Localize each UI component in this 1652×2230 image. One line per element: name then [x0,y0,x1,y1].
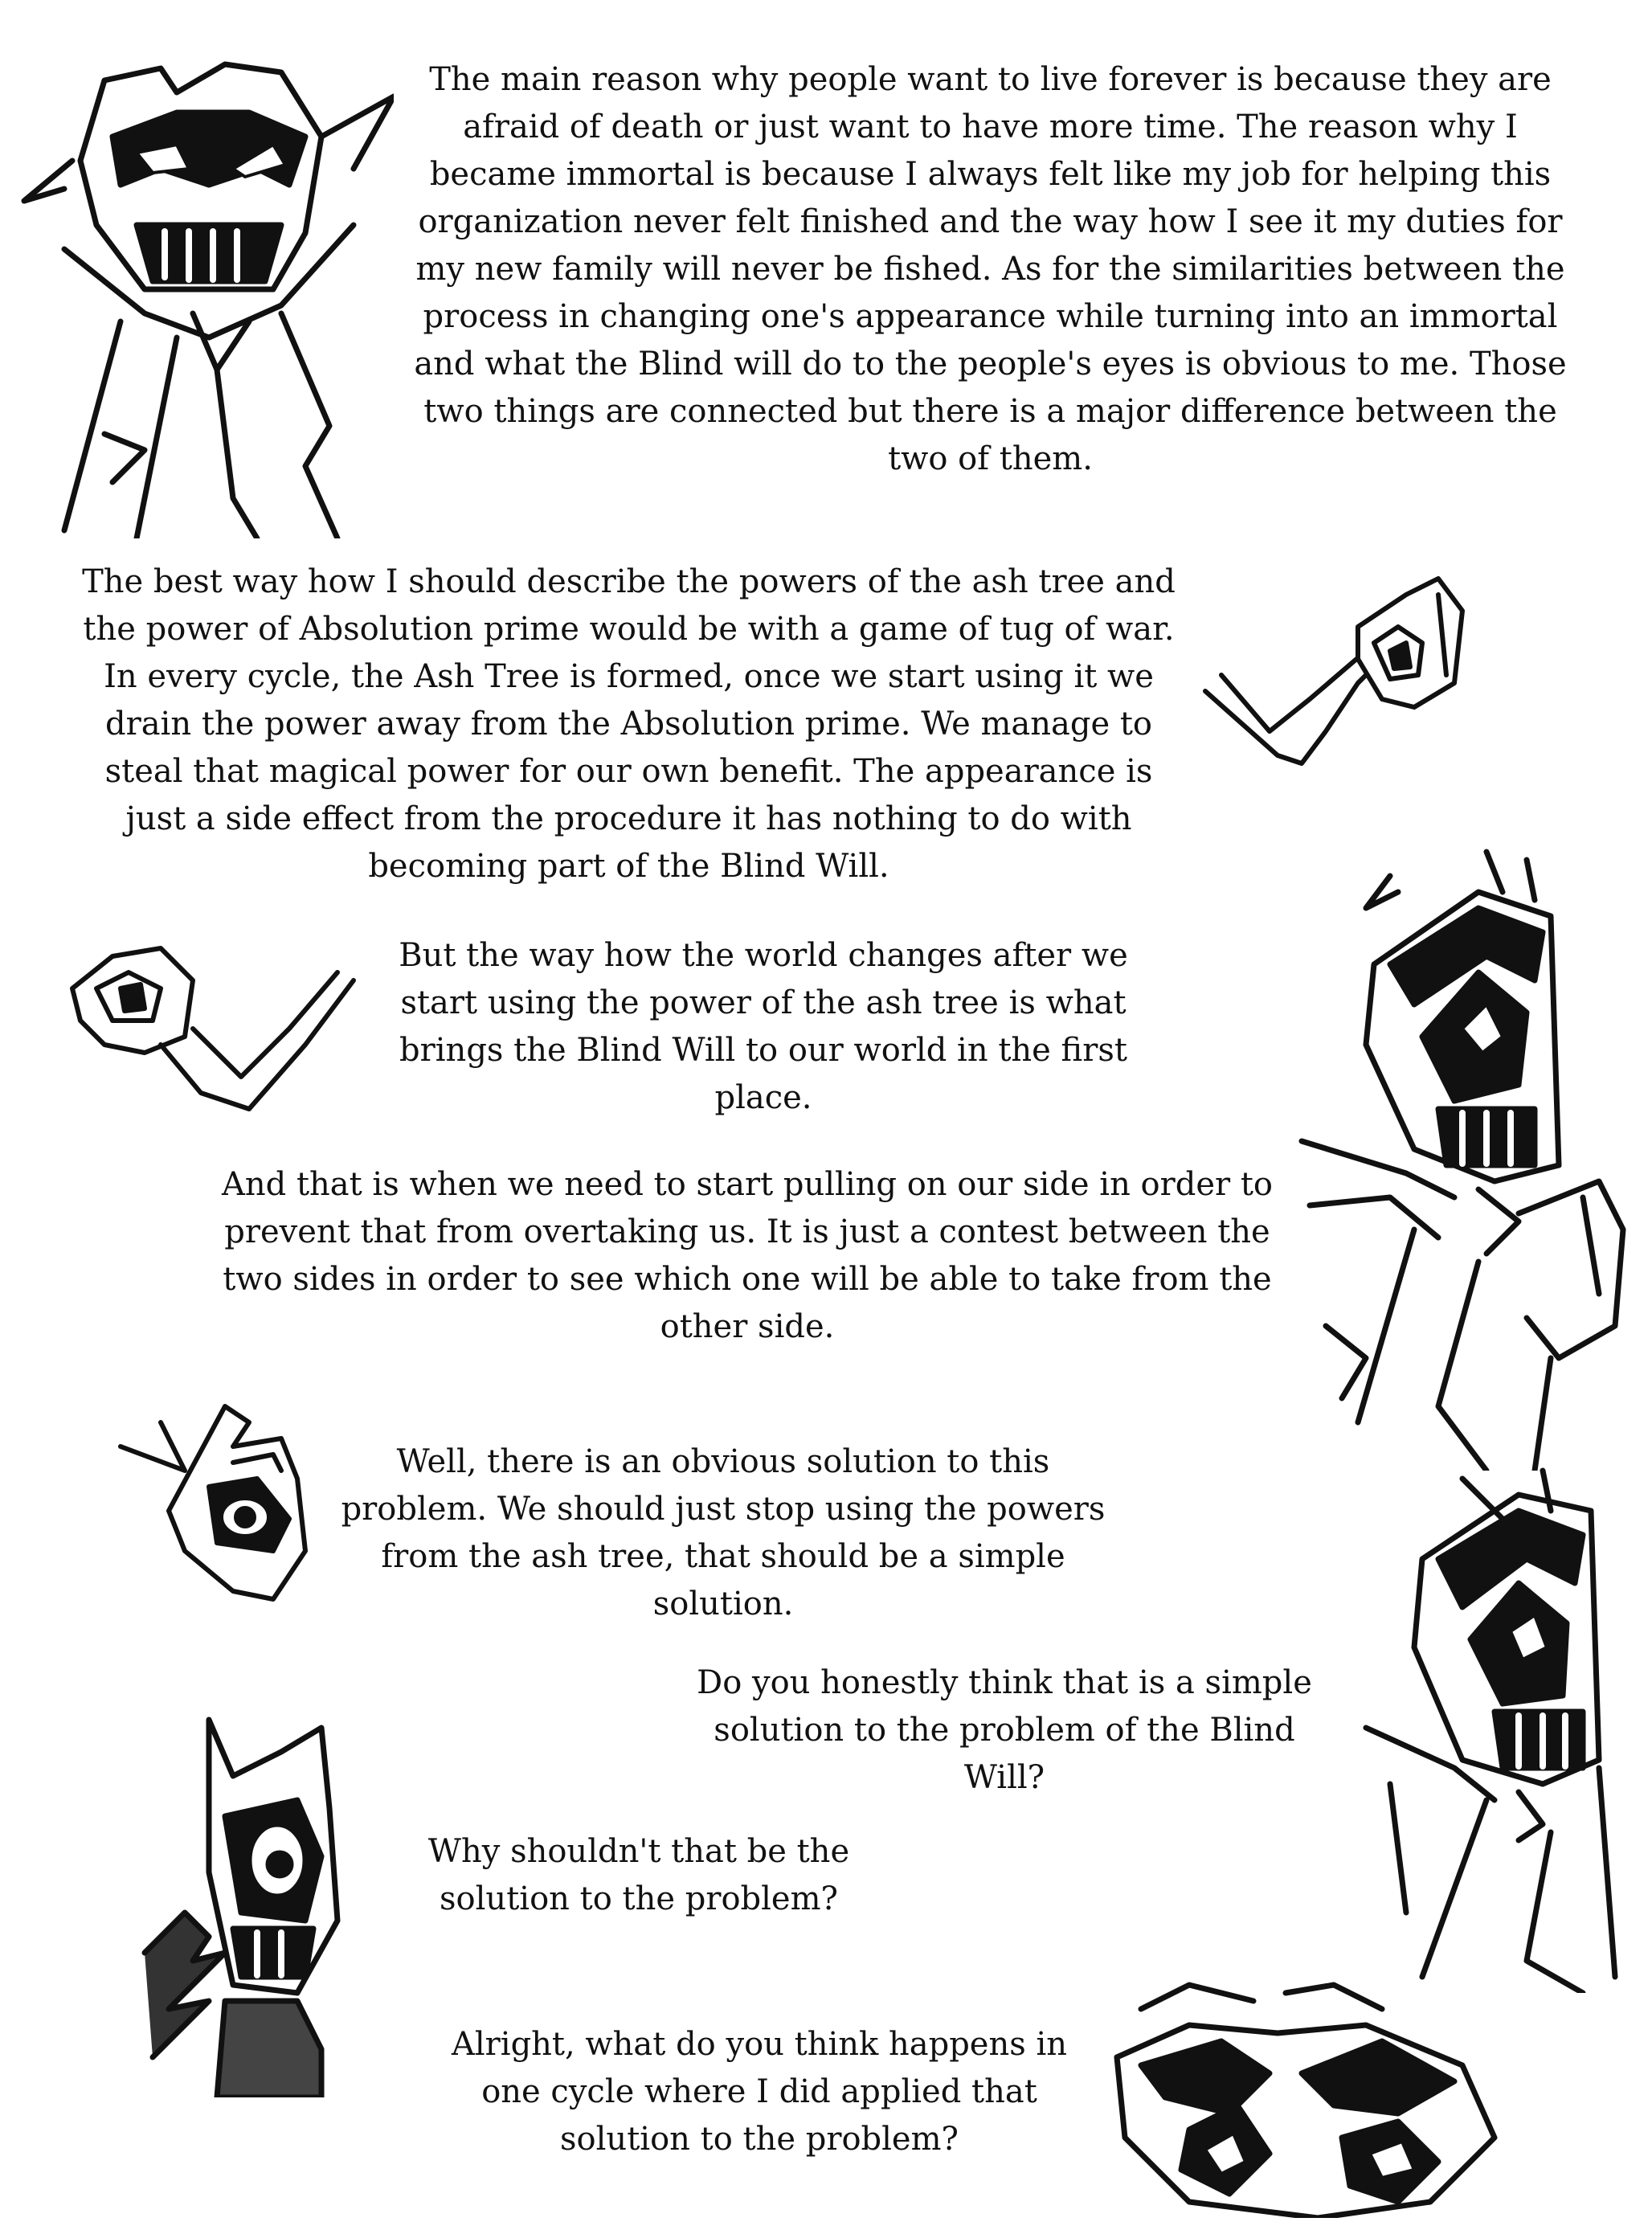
masked-figure-bottom-left [137,1712,378,2097]
dialogue-why-shouldnt: Why shouldn't that be the solution to the problem? [427,1833,850,1917]
paragraph-immortality: The main reason why people want to live forever is because they are afraid of death or just want to have more time. The reason why I became immortal is because I always felt like my job for helping this organization never felt finished and the way how I see it my duties for my new family will never be fished. As for the similarities between the process in changing one's appearance while turning into an immortal and what the Blind will do to the people's eyes is obvious to me. Those two things are connected but there is a major difference between the two of them. [414,61,1567,477]
masked-figure-pulling-right [1294,844,1647,1471]
masked-face-bottom-right [1093,1977,1511,2218]
masked-figure-top-left [16,48,394,538]
dialogue-alright-cycle: Alright, what do you think happens in one cycle where I did applied that solution to the problem? [451,2026,1068,2158]
arm-holding-rope-right [1197,563,1470,779]
dialogue-honestly-think: Do you honestly think that is a simple solution to the problem of the Blind Will? [697,1664,1312,1796]
dialogue-obvious-solution: Well, there is an obvious solution to this problem. We should just stop using the powers from the ash tree, that should be a simple solution. [341,1443,1106,1622]
small-masked-face-left [112,1390,329,1607]
masked-figure-peeking-right [1358,1463,1647,1993]
paragraph-pulling-side: And that is when we need to start pulling on our side in order to prevent that from overtaking us. It is just a contest between the two sides in order to see which one will be able to take from the other side. [221,1166,1274,1345]
arm-holding-rope-left [64,908,362,1125]
paragraph-world-changes: But the way how the world changes after we start using the power of the ash tree is what brings the Blind Will to our world in the first place. [399,937,1128,1116]
paragraph-tug-of-war: The best way how I should describe the powers of the ash tree and the power of Absolution prime would be with a game of tug of war. In every cycle, the Ash Tree is formed, once we start using it we drain the power away from the Absolution prime. We manage to steal that magical power for our own benefit. The appearance is just a side effect from the procedure it has nothing to do with becoming part of the Blind Will. [82,563,1176,885]
